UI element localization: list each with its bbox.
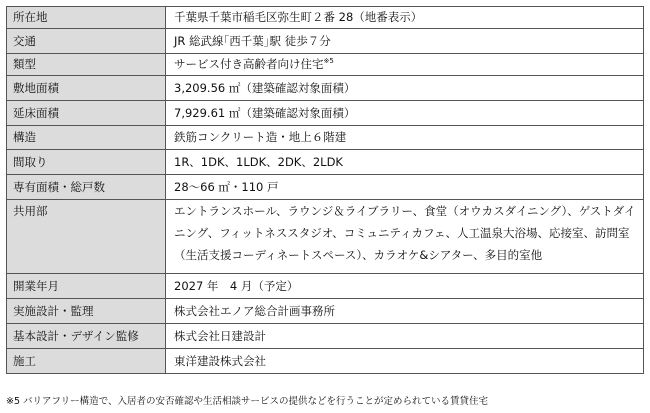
type-text: サービス付き高齢者向け住宅 — [174, 57, 324, 71]
table-row — [7, 101, 644, 126]
row-value-type — [166, 54, 644, 76]
row-label-common-areas: 共用部 — [7, 200, 166, 274]
table-row — [7, 349, 644, 374]
table-row — [7, 175, 644, 200]
row-label-construction: 施工 — [7, 349, 166, 374]
table-row — [7, 54, 644, 76]
row-label-floor-area: 延床面積 — [7, 101, 166, 126]
row-label-location: 所在地 — [7, 7, 166, 29]
row-value-site-area: 3,209.56 ㎡（建築確認対象面積） — [166, 76, 644, 101]
row-value-layout: 1R、1DK、1LDK、2DK、2LDK — [166, 150, 644, 175]
type-note-marker: ※5 — [323, 57, 334, 66]
row-value-common-areas: エントランスホール、ラウンジ＆ライブラリー、食堂（オウカスダイニング）、ゲストダイニング、フィットネススタジオ、コミュニティカフェ、人工温泉大浴場、応接室、訪問室（生活支援コーディネートスペース）、カラオケ&シアター、多目的室他 — [166, 200, 644, 274]
row-value-structure: 鉄筋コンクリート造・地上６階建 — [166, 126, 644, 150]
table-row — [7, 29, 644, 54]
property-spec-table — [6, 6, 644, 374]
row-label-opening: 開業年月 — [7, 274, 166, 299]
row-label-access: 交通 — [7, 29, 166, 54]
row-value-location: 千葉県千葉市稲毛区弥生町２番 28（地番表示） — [166, 7, 644, 29]
row-label-structure: 構造 — [7, 126, 166, 150]
row-label-layout: 間取り — [7, 150, 166, 175]
table-row — [7, 126, 644, 150]
row-label-site-area: 敷地面積 — [7, 76, 166, 101]
table-row — [7, 324, 644, 349]
row-value-unit-area: 28～66 ㎡・110 戸 — [166, 175, 644, 200]
table-row — [7, 7, 644, 29]
row-value-access: JR 総武線｢西千葉｣駅 徒歩７分 — [166, 29, 644, 54]
footnote: ※5 バリアフリー構造で、入居者の安否確認や生活相談サービスの提供などを行うことが定められている賃貸住宅 — [6, 396, 488, 407]
row-value-design: 株式会社エノア総合計画事務所 — [166, 299, 644, 324]
row-value-opening: 2027 年 4 月（予定） — [166, 274, 644, 299]
table-row — [7, 299, 644, 324]
row-label-type: 類型 — [7, 54, 166, 76]
table-row — [7, 76, 644, 101]
row-label-design: 実施設計・監理 — [7, 299, 166, 324]
row-value-construction: 東洋建設株式会社 — [166, 349, 644, 374]
table-row — [7, 150, 644, 175]
table-row — [7, 274, 644, 299]
row-label-basic-design: 基本設計・デザイン監修 — [7, 324, 166, 349]
row-label-unit-area: 専有面積・総戸数 — [7, 175, 166, 200]
table-row — [7, 200, 644, 274]
row-value-floor-area: 7,929.61 ㎡（建築確認対象面積） — [166, 101, 644, 126]
row-value-basic-design: 株式会社日建設計 — [166, 324, 644, 349]
